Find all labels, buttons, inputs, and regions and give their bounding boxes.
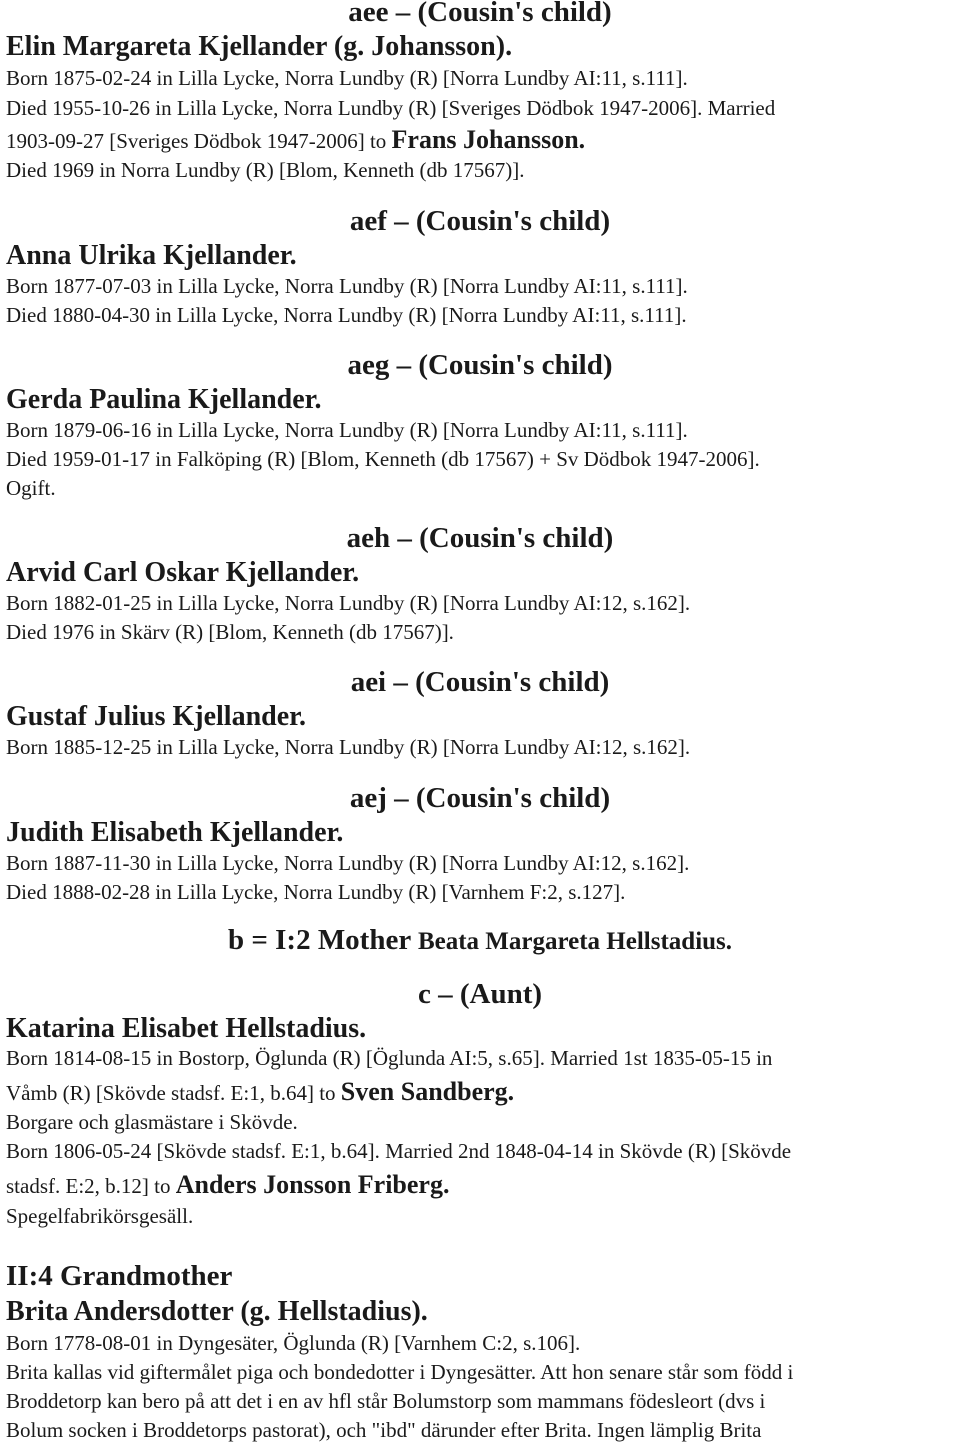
spouse1-name: Sven Sandberg. [340,1077,515,1106]
died-line-aef: Died 1880-04-30 in Lilla Lycke, Norra Lundby (R) [Norra Lundby AI:11, s.111]. [6,303,687,327]
born-line-aeh: Born 1882-01-25 in Lilla Lycke, Norra Lundby (R) [Norra Lundby AI:12, s.162]. [6,591,691,615]
aunt-married-line [6,1079,514,1105]
grandmother-note-line-1: Brita kallas vid giftermålet piga och bondedotter i Dyngesätter. Att hon senare står som född i [6,1360,794,1384]
died-line-aej: Died 1888-02-28 in Lilla Lycke, Norra Lundby (R) [Varnhem F:2, s.127]. [6,880,626,904]
spouse2-name: Anders Jonsson Friberg. [175,1170,450,1199]
section-heading-aei: aei – (Cousin's child) [350,666,610,698]
section-heading-aej: aej – (Cousin's child) [349,782,611,814]
section-heading-aee: aee – (Cousin's child) [348,0,612,28]
married-text: Våmb (R) [Skövde stadsf. E:1, b.64] to [6,1081,336,1105]
grandmother-note-line-3: Bolum socken i Broddetorps pastorat), och "ibd" därunder efter Brita. Ingen lämplig Brita [6,1418,762,1442]
person-name-aeh: Arvid Carl Oskar Kjellander. [6,557,360,588]
mother-heading [0,926,960,955]
died-line-aeh: Died 1976 in Skärv (R) [Blom, Kenneth (db 17567)]. [6,620,454,644]
person-name-aeg: Gerda Paulina Kjellander. [6,384,322,415]
spouse1-occupation: Borgare och glasmästare i Skövde. [6,1110,298,1134]
born-line-aeg: Born 1879-06-16 in Lilla Lycke, Norra Lundby (R) [Norra Lundby AI:11, s.111]. [6,418,688,442]
born-line-aei: Born 1885-12-25 in Lilla Lycke, Norra Lundby (R) [Norra Lundby AI:12, s.162]. [6,735,691,759]
grandmother-note-line-2: Broddetorp kan bero på att det i en av hfl står Bolumstorp som mammans födesleort (dvs i [6,1389,766,1413]
mother-name: Beata Margareta Hellstadius. [417,928,733,955]
married-line-aee [6,127,585,153]
spouse-name: Frans Johansson. [391,125,586,154]
spouse-died-line: Died 1969 in Norra Lundby (R) [Blom, Kenneth (db 17567)]. [6,158,525,182]
married-text: stadsf. E:2, b.12] to [6,1174,171,1198]
born-line-aej: Born 1887-11-30 in Lilla Lycke, Norra Lundby (R) [Norra Lundby AI:12, s.162]. [6,851,690,875]
grandmother-born-line: Born 1778-08-01 in Dyngesäter, Öglunda (R) [Varnhem C:2, s.106]. [6,1331,581,1355]
born-line-aef: Born 1877-07-03 in Lilla Lycke, Norra Lundby (R) [Norra Lundby AI:11, s.111]. [6,274,688,298]
section-heading-aeg: aeg – (Cousin's child) [347,349,613,381]
person-name-aej: Judith Elisabeth Kjellander. [6,817,344,848]
aunt-married2-line [6,1172,449,1198]
born-line-aee: Born 1875-02-24 in Lilla Lycke, Norra Lundby (R) [Norra Lundby AI:11, s.111]. [6,66,688,90]
grandmother-heading: II:4 Grandmother [6,1260,233,1292]
person-name-aei: Gustaf Julius Kjellander. [6,701,307,732]
person-name-aef: Anna Ulrika Kjellander. [6,240,297,271]
section-heading-aef: aef – (Cousin's child) [349,205,611,237]
aunt-born-line: Born 1814-08-15 in Bostorp, Öglunda (R) [Öglunda AI:5, s.65]. Married 1st 1835-05-15 in [6,1046,773,1070]
married-text: 1903-09-27 [Sveriges Dödbok 1947-2006] to [6,129,387,153]
died-line-aeg: Died 1959-01-17 in Falköping (R) [Blom, Kenneth (db 17567) + Sv Dödbok 1947-2006]. [6,447,760,471]
aunt-heading: c – (Aunt) [417,978,543,1010]
spouse2-occupation: Spegelfabrikörsgesäll. [6,1204,194,1228]
section-heading-aeh: aeh – (Cousin's child) [346,522,614,554]
aunt-name: Katarina Elisabet Hellstadius. [6,1013,367,1044]
spouse1-born-line: Born 1806-05-24 [Skövde stadsf. E:1, b.64]. Married 2nd 1848-04-14 in Skövde (R) [Skövde [6,1139,792,1163]
grandmother-name: Brita Andersdotter (g. Hellstadius). [6,1296,428,1327]
mother-label: b = I:2 Mother [227,924,411,956]
person-name-aee: Elin Margareta Kjellander (g. Johansson). [6,31,513,62]
note-line-aeg: Ogift. [6,476,56,500]
died-line-aee: Died 1955-10-26 in Lilla Lycke, Norra Lundby (R) [Sveriges Dödbok 1947-2006]. Married [6,96,776,120]
